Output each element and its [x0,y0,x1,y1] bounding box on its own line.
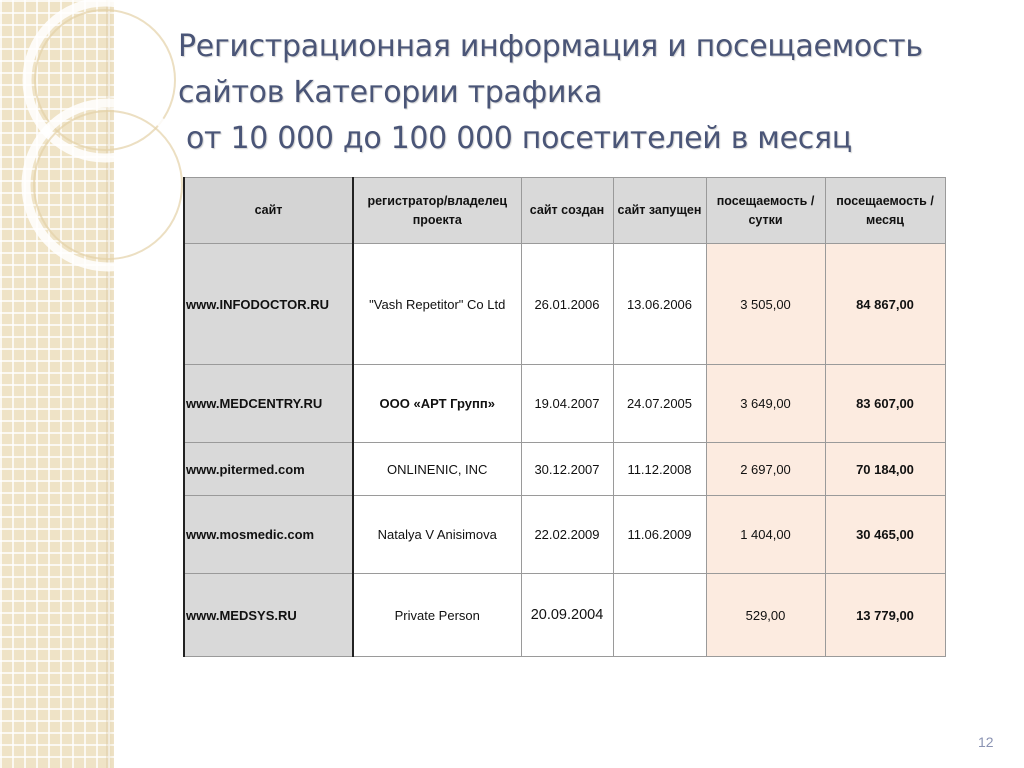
cell-launched: 13.06.2006 [613,244,706,365]
cell-daily: 3 649,00 [706,365,825,443]
table-row [184,244,945,365]
cell-launched: 11.12.2008 [613,443,706,496]
title-line-3: от 10 000 до 100 000 посетителей в месяц [186,121,852,156]
cell-monthly: 13 779,00 [825,574,945,657]
cell-registrar: Natalya V Anisimova [353,496,521,574]
cell-created: 20.09.2004 [521,574,613,657]
cell-monthly: 30 465,00 [825,496,945,574]
cell-created: 30.12.2007 [521,443,613,496]
cell-launched: 11.06.2009 [613,496,706,574]
page-number: 12 [978,734,994,750]
cell-created: 19.04.2007 [521,365,613,443]
table-row [184,443,945,496]
cell-registrar: ONLINENIC, INC [353,443,521,496]
header-site: сайт [184,178,353,244]
table-row [184,574,945,657]
cell-monthly: 84 867,00 [825,244,945,365]
table-header-row [184,178,945,244]
cell-registrar: "Vash Repetitor" Co Ltd [353,244,521,365]
cell-daily: 529,00 [706,574,825,657]
cell-site: www.MEDSYS.RU [184,574,353,657]
table-row [184,496,945,574]
header-launched: сайт запущен [613,178,706,244]
cell-site: www.INFODOCTOR.RU [184,244,353,365]
traffic-table [183,177,946,657]
cell-site: www.pitermed.com [184,443,353,496]
cell-created: 26.01.2006 [521,244,613,365]
cell-monthly: 70 184,00 [825,443,945,496]
cell-monthly: 83 607,00 [825,365,945,443]
cell-registrar: Private Person [353,574,521,657]
cell-site: www.mosmedic.com [184,496,353,574]
cell-registrar: ООО «АРТ Групп» [353,365,521,443]
cell-daily: 1 404,00 [706,496,825,574]
slide-title [178,24,1008,162]
cell-daily: 2 697,00 [706,443,825,496]
header-daily: посещаемость / сутки [706,178,825,244]
header-created: сайт создан [521,178,613,244]
title-line-1: Регистрационная информация и посещаемость [178,29,923,64]
cell-created: 22.02.2009 [521,496,613,574]
header-registrar: регистратор/владелец проекта [353,178,521,244]
table-row [184,365,945,443]
cell-launched [613,574,706,657]
decorative-rings [0,0,200,320]
header-monthly: посещаемость / месяц [825,178,945,244]
cell-daily: 3 505,00 [706,244,825,365]
cell-site: www.MEDCENTRY.RU [184,365,353,443]
cell-launched: 24.07.2005 [613,365,706,443]
title-line-2: сайтов Категории трафика [178,75,603,110]
